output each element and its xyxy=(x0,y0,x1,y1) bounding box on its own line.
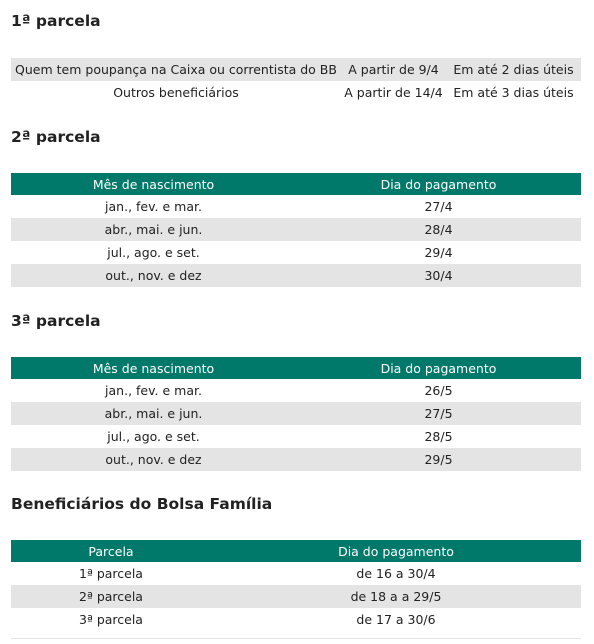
section-2-table xyxy=(11,173,581,287)
section-1-table xyxy=(11,58,581,104)
table-row xyxy=(11,425,581,448)
divider xyxy=(11,638,581,639)
column-header: Mês de nascimento xyxy=(11,173,296,195)
table-row xyxy=(11,195,581,218)
table-cell: 30/4 xyxy=(296,264,581,287)
column-header: Dia do pagamento xyxy=(211,540,581,562)
table-row xyxy=(11,241,581,264)
table-cell: 26/5 xyxy=(424,383,453,398)
table-cell: 28/5 xyxy=(424,429,453,444)
table-row xyxy=(11,218,581,241)
table-row xyxy=(11,402,581,425)
table-row xyxy=(11,448,581,471)
table-cell: 2ª parcela xyxy=(11,585,211,608)
table-cell: Em até 2 dias úteis xyxy=(446,58,581,81)
table-row xyxy=(11,562,581,585)
column-header: Dia do pagamento xyxy=(296,173,581,195)
section-4-table xyxy=(11,540,581,631)
table-cell: de 18 a a 29/5 xyxy=(211,585,581,608)
table-cell: 29/5 xyxy=(296,448,581,471)
table-row xyxy=(11,585,581,608)
table-cell: 29/4 xyxy=(424,245,453,260)
section-3-table xyxy=(11,357,581,471)
table-cell: jul., ago. e set. xyxy=(107,245,200,260)
table-row xyxy=(11,58,581,81)
table-cell: jan., fev. e mar. xyxy=(105,383,202,398)
table-cell: de 16 a 30/4 xyxy=(356,566,436,581)
table-row xyxy=(11,264,581,287)
table-cell: A partir de 9/4 xyxy=(341,58,446,81)
section-4-title: Beneficiários do Bolsa Família xyxy=(11,495,273,513)
table-cell: 28/4 xyxy=(296,218,581,241)
table-cell: jul., ago. e set. xyxy=(107,429,200,444)
table-cell: de 17 a 30/6 xyxy=(356,612,436,627)
column-header: Dia do pagamento xyxy=(296,357,581,379)
table-cell: abr., mai. e jun. xyxy=(11,402,296,425)
table-cell: out., nov. e dez xyxy=(11,448,296,471)
section-1-title: 1ª parcela xyxy=(11,12,101,30)
table-cell: out., nov. e dez xyxy=(11,264,296,287)
table-row xyxy=(11,81,581,104)
table-cell: A partir de 14/4 xyxy=(344,85,443,100)
table-cell: Quem tem poupança na Caixa ou correntista do BB xyxy=(11,58,341,81)
table-cell: jan., fev. e mar. xyxy=(105,199,202,214)
table-row xyxy=(11,379,581,402)
table-cell: 27/4 xyxy=(424,199,453,214)
table-cell: 3ª parcela xyxy=(79,612,143,627)
section-3-title: 3ª parcela xyxy=(11,312,101,330)
table-row xyxy=(11,608,581,631)
table-header-row xyxy=(11,357,581,379)
table-header-row xyxy=(11,173,581,195)
table-cell: 27/5 xyxy=(296,402,581,425)
table-cell: Outros beneficiários xyxy=(113,85,239,100)
column-header: Mês de nascimento xyxy=(11,357,296,379)
table-cell: 1ª parcela xyxy=(79,566,143,581)
table-header-row xyxy=(11,540,581,562)
table-cell: abr., mai. e jun. xyxy=(11,218,296,241)
section-2-title: 2ª parcela xyxy=(11,128,101,146)
table-cell: Em até 3 dias úteis xyxy=(453,85,574,100)
column-header: Parcela xyxy=(11,540,211,562)
